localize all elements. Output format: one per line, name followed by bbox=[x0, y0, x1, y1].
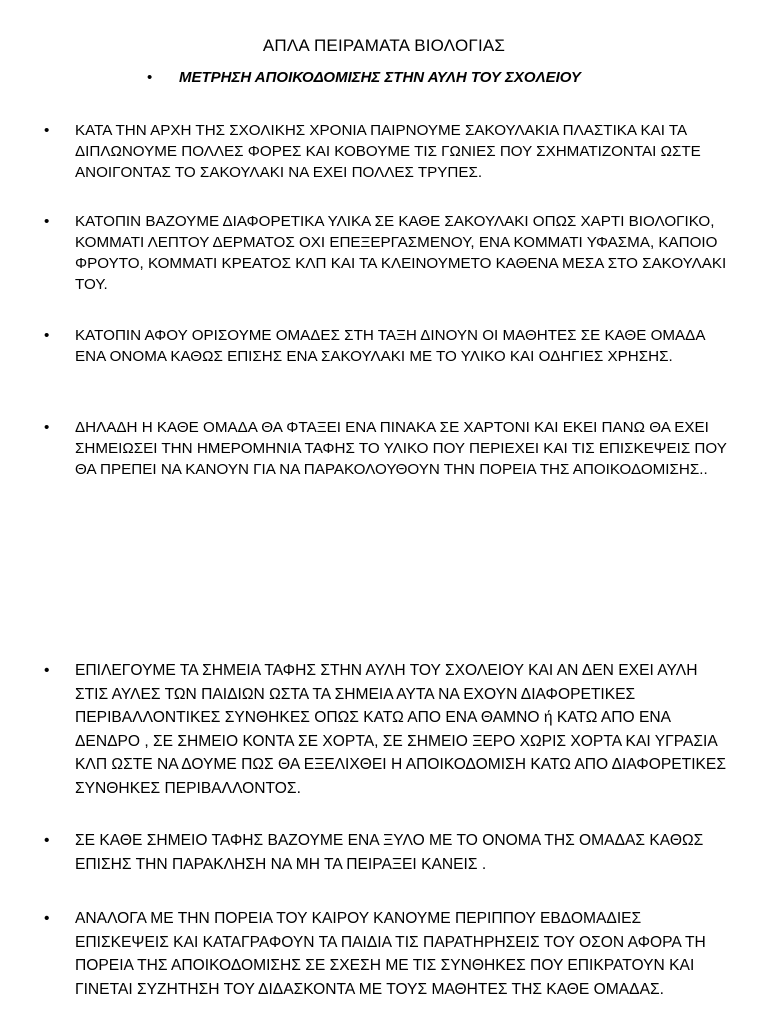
bullet-icon: • bbox=[44, 419, 50, 436]
bullet-icon: • bbox=[147, 69, 153, 86]
list-item bbox=[44, 659, 734, 800]
bullet-icon: • bbox=[44, 832, 50, 849]
list-item bbox=[44, 325, 734, 367]
subtitle bbox=[147, 69, 581, 86]
list-item bbox=[44, 120, 734, 183]
paragraph-text: ΑΝΑΛΟΓΑ ΜΕ ΤΗΝ ΠΟΡΕΙΑ ΤΟΥ ΚΑΙΡΟΥ ΚΑΝΟΥΜΕ ΠΕΡΙΠΠΟΥ ΕΒΔΟΜΑΔΙΕΣ ΕΠΙΣΚΕΨΕΙΣ ΚΑΙ ΚΑΤΑΓΡΑΦΟΥΝ ΤΑ ΠΑΙΔΙΑ ΤΙΣ ΠΑΡΑΤΗΡΗΣΕΙΣ ΤΟΥ ΟΣΟΝ ΑΦΟΡΑ ΤΗ ΠΟΡΕΙΑ ΤΗΣ ΑΠΟΙΚΟΔΟΜΙΣΗΣ ΣΕ ΣΧΕΣΗ ΜΕ ΤΙΣ ΣΥΝΘΗΚΕΣ ΠΟΥ ΕΠΙΚΡΑΤΟΥΝ ΚΑΙ ΓΙΝΕΤΑΙ ΣΥΖΗΤΗΣΗ ΤΟΥ ΔΙΔΑΣΚΟΝΤΑ ΜΕ ΤΟΥΣ ΜΑΘΗΤΕΣ ΤΗΣ ΚΑΘΕ ΟΜΑΔΑΣ. bbox=[75, 910, 706, 998]
list-item bbox=[44, 907, 734, 1001]
paragraph-text: ΚΑΤΟΠΙΝ ΑΦΟΥ ΟΡΙΣΟΥΜΕ ΟΜΑΔΕΣ ΣΤΗ ΤΑΞΗ ΔΙΝΟΥΝ ΟΙ ΜΑΘΗΤΕΣ ΣΕ ΚΑΘΕ ΟΜΑΔΑ ΕΝΑ ΟΝΟΜΑ ΚΑΘΩΣ ΕΠΙΣΗΣ ΕΝΑ ΣΑΚΟΥΛΑΚΙ ΜΕ ΤΟ ΥΛΙΚΟ ΚΑΙ ΟΔΗΓΙΕΣ ΧΡΗΣΗΣ. bbox=[75, 327, 705, 365]
list-item bbox=[44, 417, 734, 480]
paragraph-text: ΕΠΙΛΕΓΟΥΜΕ ΤΑ ΣΗΜΕΙΑ ΤΑΦΗΣ ΣΤΗΝ ΑΥΛΗ ΤΟΥ ΣΧΟΛΕΙΟΥ ΚΑΙ ΑΝ ΔΕΝ ΕΧΕΙ ΑΥΛΗ ΣΤΙΣ ΑΥΛΕΣ ΤΩΝ ΠΑΙΔΙΩΝ ΩΣΤΑ ΤΑ ΣΗΜΕΙΑ ΑΥΤΑ ΝΑ ΕΧΟΥΝ ΔΙΑΦΟΡΕΤΙΚΕΣ ΠΕΡΙΒΑΛΛΟΝΤΙΚΕΣ ΣΥΝΘΗΚΕΣ ΟΠΩΣ ΚΑΤΩ ΑΠΟ ΕΝΑ ΘΑΜΝΟ ή ΚΑΤΩ ΑΠΟ ΕΝΑ ΔΕΝΔΡΟ , ΣΕ ΣΗΜΕΙΟ ΚΟΝΤΑ ΣΕ ΧΟΡΤΑ, ΣΕ ΣΗΜΕΙΟ ΞΕΡΟ ΧΩΡΙΣ ΧΟΡΤΑ ΚΑΙ ΥΓΡΑΣΙΑ ΚΛΠ ΩΣΤΕ ΝΑ ΔΟΥΜΕ ΠΩΣ ΘΑ ΕΞΕΛΙΧΘΕΙ Η ΑΠΟΙΚΟΔΟΜΙΣΗ ΚΑΤΩ ΑΠΟ ΔΙΑΦΟΡΕΤΙΚΕΣ ΣΥΝΘΗΚΕΣ ΠΕΡΙΒΑΛΛΟΝΤΟΣ. bbox=[75, 662, 726, 797]
list-item bbox=[44, 829, 734, 876]
paragraph-text: ΚΑΤΟΠΙΝ ΒΑΖΟΥΜΕ ΔΙΑΦΟΡΕΤΙΚΑ ΥΛΙΚΑ ΣΕ ΚΑΘΕ ΣΑΚΟΥΛΑΚΙ ΟΠΩΣ ΧΑΡΤΙ ΒΙΟΛΟΓΙΚΟ, ΚΟΜΜΑΤΙ ΛΕΠΤΟΥ ΔΕΡΜΑΤΟΣ ΟΧΙ ΕΠΕΞΕΡΓΑΣΜΕΝΟΥ, ΕΝΑ ΚΟΜΜΑΤΙ ΥΦΑΣΜΑ, ΚΑΠΟΙΟ ΦΡΟΥΤΟ, ΚΟΜΜΑΤΙ ΚΡΕΑΤΟΣ ΚΛΠ ΚΑΙ ΤΑ ΚΛΕΙΝΟΥΜΕΤΟ ΚΑΘΕΝΑ ΜΕΣΑ ΣΤΟ ΣΑΚΟΥΛΑΚΙ ΤΟΥ. bbox=[75, 213, 727, 293]
page-title: ΑΠΛΑ ΠΕΙΡΑΜΑΤΑ ΒΙΟΛΟΓΙΑΣ bbox=[262, 36, 506, 55]
bullet-icon: • bbox=[44, 122, 50, 139]
paragraph-text: ΔΗΛΑΔΗ Η ΚΑΘΕ ΟΜΑΔΑ ΘΑ ΦΤΑΞΕΙ ΕΝΑ ΠΙΝΑΚΑ ΣΕ ΧΑΡΤΟΝΙ ΚΑΙ ΕΚΕΙ ΠΑΝΩ ΘΑ ΕΧΕΙ ΣΗΜΕΙΩΣΕΙ ΤΗΝ ΗΜΕΡΟΜΗΝΙΑ ΤΑΦΗΣ ΤΟ ΥΛΙΚΟ ΠΟΥ ΠΕΡΙΕΧΕΙ ΚΑΙ ΤΙΣ ΕΠΙΣΚΕΨΕΙΣ ΠΟΥ ΘΑ ΠΡΕΠΕΙ ΝΑ ΚΑΝΟΥΝ ΓΙΑ ΝΑ ΠΑΡΑΚΟΛΟΥΘΟΥΝ ΤΗΝ ΠΟΡΕΙΑ ΤΗΣ ΑΠΟΙΚΟΔΟΜΙΣΗΣ.. bbox=[75, 419, 727, 478]
bullet-icon: • bbox=[44, 213, 50, 230]
paragraph-text: ΚΑΤΑ ΤΗΝ ΑΡΧΗ ΤΗΣ ΣΧΟΛΙΚΗΣ ΧΡΟΝΙΑ ΠΑΙΡΝΟΥΜΕ ΣΑΚΟΥΛΑΚΙΑ ΠΛΑΣΤΙΚΑ ΚΑΙ ΤΑ ΔΙΠΛΩΝΟΥΜΕ ΠΟΛΛΕΣ ΦΟΡΕΣ ΚΑΙ ΚΟΒΟΥΜΕ ΤΙΣ ΓΩΝΙΕΣ ΠΟΥ ΣΧΗΜΑΤΙΖΟΝΤΑΙ ΩΣΤΕ ΑΝΟΙΓΟΝΤΑΣ ΤΟ ΣΑΚΟΥΛΑΚΙ ΝΑ ΕΧΕΙ ΠΟΛΛΕΣ ΤΡΥΠΕΣ. bbox=[75, 122, 701, 181]
bullet-icon: • bbox=[44, 910, 50, 927]
paragraph-text: ΣΕ ΚΑΘΕ ΣΗΜΕΙΟ ΤΑΦΗΣ ΒΑΖΟΥΜΕ ΕΝΑ ΞΥΛΟ ΜΕ ΤΟ ΟΝΟΜΑ ΤΗΣ ΟΜΑΔΑΣ ΚΑΘΩΣ ΕΠΙΣΗΣ ΤΗΝ ΠΑΡΑΚΛΗΣΗ ΝΑ ΜΗ ΤΑ ΠΕΙΡΑΞΕΙ ΚΑΝΕΙΣ . bbox=[75, 832, 704, 873]
bullet-icon: • bbox=[44, 662, 50, 679]
list-item bbox=[44, 211, 734, 295]
bullet-icon: • bbox=[44, 327, 50, 344]
subtitle-text: ΜΕΤΡΗΣΗ ΑΠΟΙΚΟΔΟΜΙΣΗΣ ΣΤΗΝ ΑΥΛΗ ΤΟΥ ΣΧΟΛΕΙΟΥ bbox=[179, 69, 581, 86]
